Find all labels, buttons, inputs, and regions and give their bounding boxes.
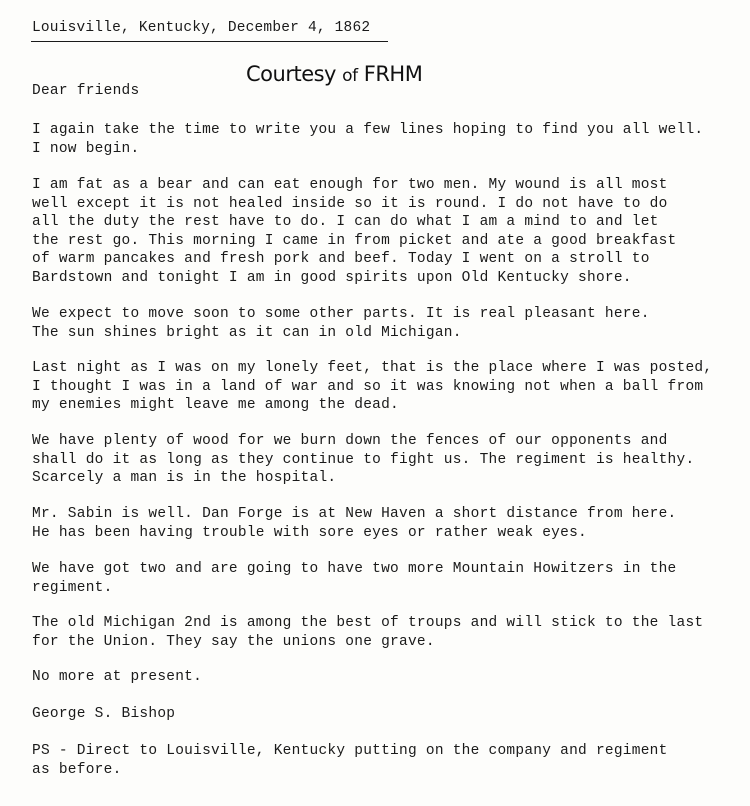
paragraph-line: He has been having trouble with sore eyes or rather weak eyes. xyxy=(32,524,587,541)
paragraph-5 xyxy=(32,432,742,488)
paragraph-line: We have plenty of wood for we burn down the fences of our opponents and xyxy=(32,433,668,449)
paragraph-1 xyxy=(32,121,742,158)
paragraph-line: I again take the time to write you a few lines hoping to find you all well. xyxy=(32,122,704,138)
paragraph-line: regiment. xyxy=(32,579,113,596)
closing-line xyxy=(32,668,742,687)
paragraph-line: as before. xyxy=(32,761,122,778)
paragraph-line: Scarcely a man is in the hospital. xyxy=(32,470,337,486)
paragraph-line: George S. Bishop xyxy=(32,706,176,722)
courtesy-org: FRHM xyxy=(363,62,423,86)
paragraph-line: No more at present. xyxy=(32,669,203,685)
paragraph-line: I now begin. xyxy=(32,140,140,157)
paragraph-line: We have got two and are going to have two more Mountain Howitzers in the xyxy=(32,561,677,577)
letter-dateline: Louisville, Kentucky, December 4, 1862 xyxy=(32,20,371,36)
paragraph-line: The sun shines bright as it can in old Michigan. xyxy=(32,324,462,341)
paragraph-line: all the duty the rest have to do. I can do what I am a mind to and let xyxy=(32,214,659,230)
paragraph-line: I thought I was in a land of war and so it was knowing not when a ball from xyxy=(32,378,704,395)
paragraph-8 xyxy=(32,614,742,651)
paragraph-line: the rest go. This morning I came in from picket and ate a good breakfast xyxy=(32,232,677,249)
paragraph-6 xyxy=(32,505,742,542)
paragraph-3 xyxy=(32,305,742,342)
paragraph-7 xyxy=(32,560,742,597)
courtesy-prefix: Courtesy xyxy=(246,62,336,86)
dateline-underline xyxy=(31,41,388,42)
signature xyxy=(32,705,742,724)
paragraph-line: Bardstown and tonight I am in good spirits upon Old Kentucky shore. xyxy=(32,269,632,286)
paragraph-line: shall do it as long as they continue to fight us. The regiment is healthy. xyxy=(32,451,695,468)
postscript xyxy=(32,742,742,779)
paragraph-4 xyxy=(32,359,742,415)
paragraph-line: PS - Direct to Louisville, Kentucky putting on the company and regiment xyxy=(32,743,668,759)
paragraph-line: Last night as I was on my lonely feet, that is the place where I was posted, xyxy=(32,360,713,376)
paragraph-line: my enemies might leave me among the dead. xyxy=(32,397,400,413)
paragraph-2 xyxy=(32,176,742,287)
paragraph-line: for the Union. They say the unions one grave. xyxy=(32,633,435,650)
paragraph-line: Mr. Sabin is well. Dan Forge is at New Haven a short distance from here. xyxy=(32,506,677,522)
paragraph-line: of warm pancakes and fresh pork and beef. Today I went on a stroll to xyxy=(32,251,650,267)
paragraph-line: We expect to move soon to some other parts. It is real pleasant here. xyxy=(32,306,650,322)
courtesy-of: of xyxy=(342,66,358,86)
paragraph-line: I am fat as a bear and can eat enough for two men. My wound is all most xyxy=(32,177,668,193)
salutation: Dear friends xyxy=(32,83,140,99)
paragraph-line: well except it is not healed inside so it is round. I do not have to do xyxy=(32,195,668,212)
paragraph-line: The old Michigan 2nd is among the best of troups and will stick to the last xyxy=(32,615,704,631)
